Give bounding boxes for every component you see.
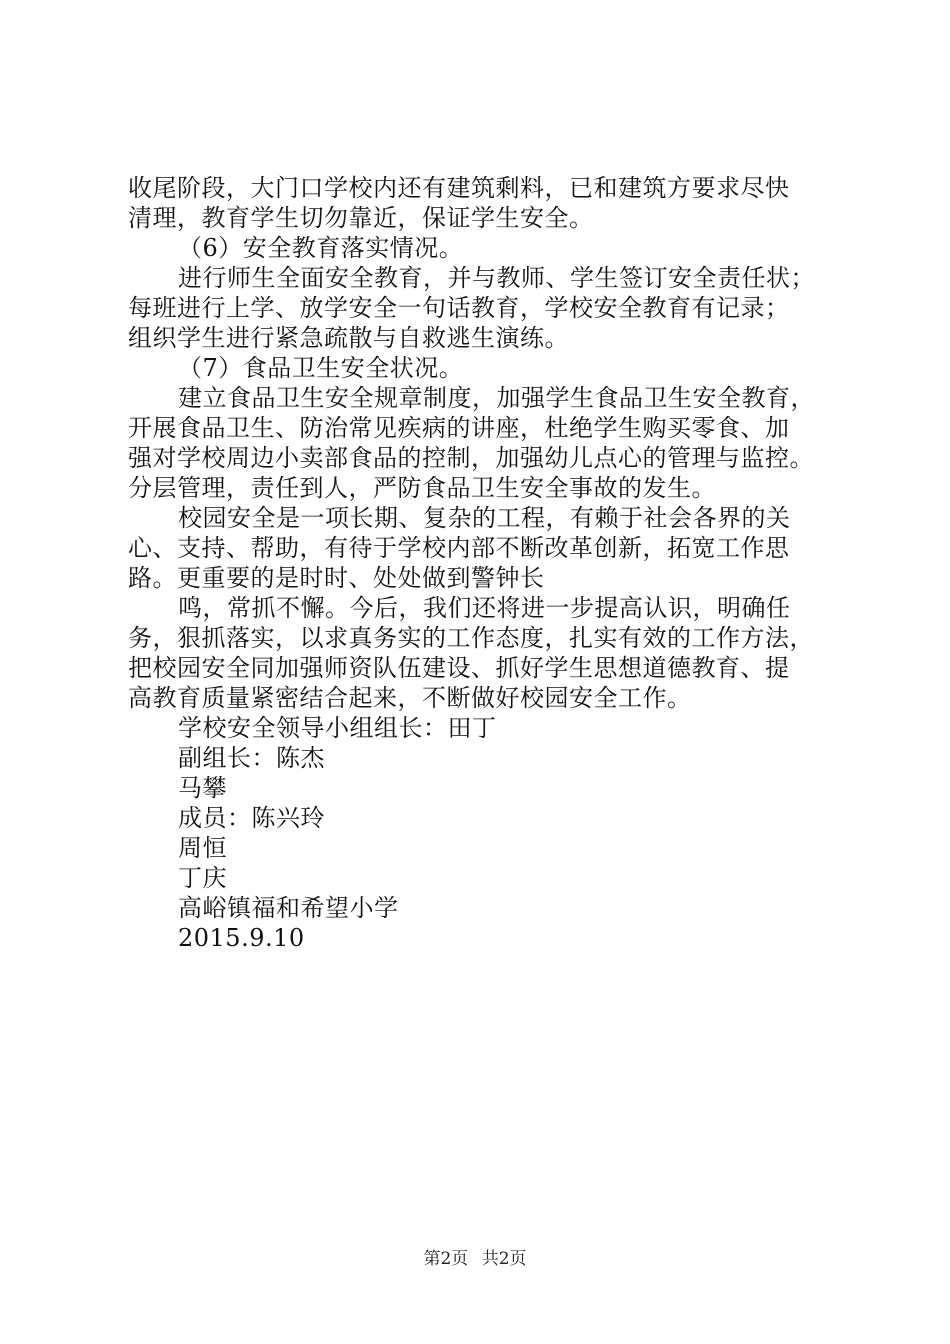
text-line: 清理，教育学生切勿靠近，保证学生安全。 <box>128 204 594 232</box>
vice-leader: 副组长：陈杰 <box>178 744 325 772</box>
page-total: 共2页 <box>481 1249 527 1269</box>
text-line: 校园安全是一项长期、复杂的工程，有赖于社会各界的关 <box>178 504 791 532</box>
vice-leader-name: 马攀 <box>178 774 227 802</box>
text-line: 每班进行上学、放学安全一句话教育，学校安全教育有记录； <box>128 294 790 322</box>
text-line: 路。更重要的是时时、处处做到警钟长 <box>128 564 545 592</box>
text-line: 收尾阶段，大门口学校内还有建筑剩料，已和建筑方要求尽快 <box>128 174 790 202</box>
school-name: 高峪镇福和希望小学 <box>178 894 399 922</box>
text-line: 开展食品卫生、防治常见疾病的讲座，杜绝学生购买零食、加 <box>128 414 790 442</box>
page-number: 第2页 <box>423 1249 469 1269</box>
text-line: 务，狠抓落实，以求真务实的工作态度，扎实有效的工作方法， <box>128 624 814 652</box>
text-line: 强对学校周边小卖部食品的控制，加强幼儿点心的管理与监控。 <box>128 444 814 472</box>
page-footer <box>0 1244 950 1269</box>
text-line: 分层管理，责任到人，严防食品卫生安全事故的发生。 <box>128 474 716 502</box>
text-line: 高教育质量紧密结合起来，不断做好校园安全工作。 <box>128 684 692 712</box>
team-leader: 学校安全领导小组组长：田丁 <box>178 714 497 742</box>
section-heading: （7）食品卫生安全状况。 <box>178 354 464 382</box>
document-date: 2015.9.10 <box>178 924 305 952</box>
section-heading: （6）安全教育落实情况。 <box>178 234 464 262</box>
document-body <box>128 173 828 953</box>
text-line: 建立食品卫生安全规章制度，加强学生食品卫生安全教育， <box>178 384 815 412</box>
member: 成员：陈兴玲 <box>178 804 325 832</box>
member-name: 丁庆 <box>178 864 227 892</box>
member-name: 周恒 <box>178 834 227 862</box>
text-line: 组织学生进行紧急疏散与自救逃生演练。 <box>128 324 569 352</box>
text-line: 进行师生全面安全教育，并与教师、学生签订安全责任状； <box>178 264 815 292</box>
text-line: 心、支持、帮助，有待于学校内部不断改革创新，拓宽工作思 <box>128 534 790 562</box>
body-text <box>128 173 828 953</box>
text-line: 把校园安全同加强师资队伍建设、抓好学生思想道德教育、提 <box>128 654 790 682</box>
text-line: 鸣，常抓不懈。今后，我们还将进一步提高认识，明确任 <box>178 594 791 622</box>
